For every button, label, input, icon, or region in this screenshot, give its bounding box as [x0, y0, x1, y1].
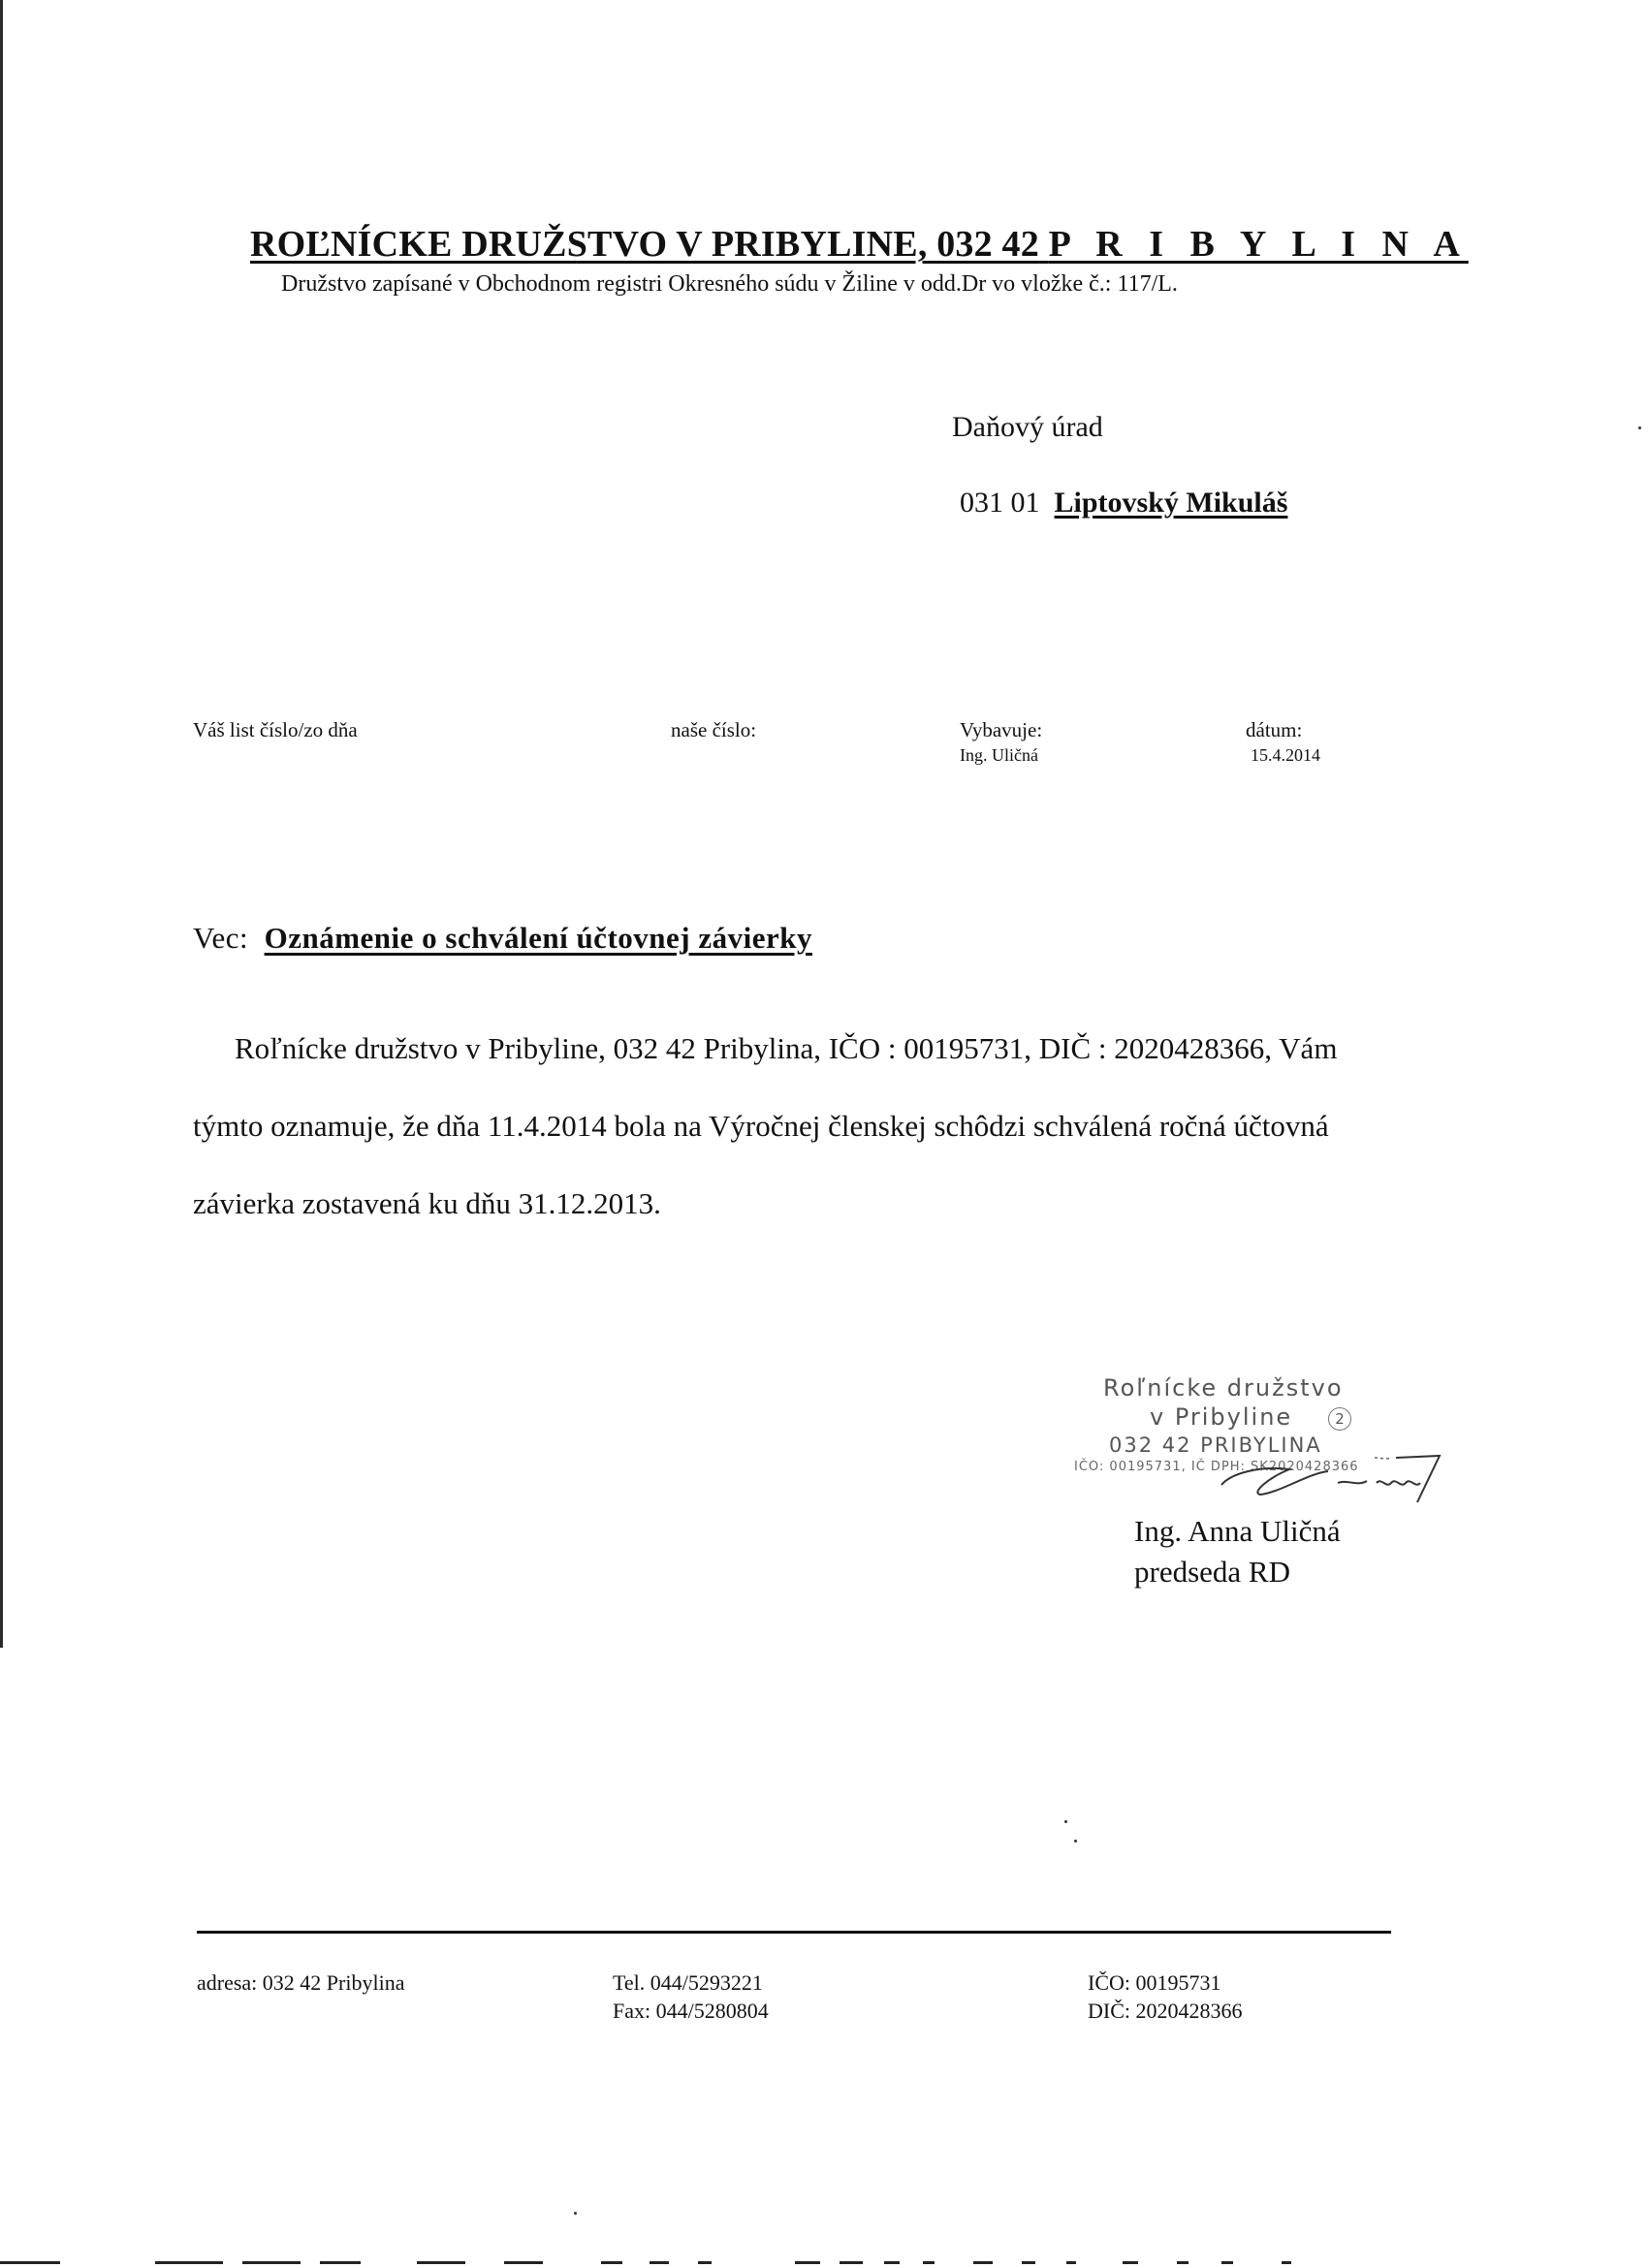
scan-dash: [923, 2261, 935, 2264]
stamp-line-3: 032 42 PRIBYLINA: [1109, 1433, 1322, 1457]
handled-by-value: Ing. Uličná: [960, 745, 1038, 765]
signature-scribble: [1202, 1444, 1454, 1512]
footer-ico: IČO: 00195731: [1088, 1970, 1221, 1995]
body-line-1: Roľnícke družstvo v Pribyline, 032 42 Pribylina, IČO : 00195731, DIČ : 2020428366, Vám: [235, 1031, 1338, 1065]
scan-dash: [155, 2261, 223, 2264]
scan-dash: [1177, 2261, 1188, 2264]
scan-dash: [1066, 2261, 1076, 2264]
scan-dash: [1282, 2261, 1291, 2264]
stamp-line-2: v Pribyline: [1150, 1403, 1293, 1431]
date-value: 15.4.2014: [1251, 745, 1320, 765]
scan-dash: [884, 2261, 900, 2264]
scan-edge: [0, 0, 3, 1648]
scan-dash: [601, 2261, 622, 2264]
recipient-postal-code: 031 01: [960, 487, 1040, 519]
signer-title: predseda RD: [1134, 1555, 1290, 1589]
org-name: ROĽNÍCKE DRUŽSTVO V PRIBYLINE, 032 42: [250, 224, 1039, 265]
scan-dash: [650, 2261, 669, 2264]
footer-divider: [197, 1931, 1391, 1934]
scan-speck: [1638, 426, 1641, 429]
scan-dash: [840, 2261, 863, 2264]
footer-address: adresa: 032 42 Pribylina: [197, 1970, 405, 1995]
scan-dash: [242, 2261, 301, 2264]
stamp-line-4: IČO: 00195731, IČ DPH: SK2020428366: [1074, 1460, 1359, 1474]
org-title: [250, 223, 1469, 266]
scan-dash: [504, 2261, 543, 2264]
subject-text: Oznámenie o schválení účtovnej závierky: [264, 921, 812, 955]
recipient-address: [960, 487, 1287, 520]
scan-dash: [0, 2261, 60, 2264]
your-letter-label: Váš list číslo/zo dňa: [193, 718, 358, 741]
scan-speck: [1074, 1840, 1077, 1843]
scan-speck: [574, 2212, 577, 2215]
scan-dash: [417, 2261, 465, 2264]
footer-tel: Tel. 044/5293221: [613, 1970, 763, 1995]
subject-line: [193, 921, 812, 956]
scan-dash: [973, 2261, 993, 2264]
scan-dash: [1123, 2261, 1138, 2264]
subject-label: Vec:: [193, 921, 249, 955]
footer-fax: Fax: 044/5280804: [613, 1999, 769, 2023]
scan-dash: [698, 2261, 712, 2264]
footer-dic: DIČ: 2020428366: [1088, 1999, 1243, 2023]
signer-name: Ing. Anna Uličná: [1134, 1514, 1341, 1548]
scan-dash: [795, 2261, 820, 2264]
recipient-office: Daňový úrad: [952, 411, 1103, 443]
body-line-2: týmto oznamuje, že dňa 11.4.2014 bola na Výročnej členskej schôdzi schválená ročná účtovná: [193, 1109, 1329, 1143]
scan-dash: [1221, 2261, 1233, 2264]
body-line-3: závierka zostavená ku dňu 31.12.2013.: [193, 1186, 661, 1220]
scan-dash: [1022, 2261, 1035, 2264]
org-city: P R I B Y L I N A: [1048, 224, 1469, 265]
date-label: dátum:: [1246, 718, 1303, 741]
stamp-line-1: Roľnícke družstvo: [1103, 1374, 1344, 1402]
scan-dash: [320, 2261, 361, 2264]
recipient-city: Liptovský Mikuláš: [1054, 487, 1288, 519]
handled-by-label: Vybavuje:: [960, 718, 1043, 741]
stamp-number: 2: [1328, 1407, 1351, 1431]
our-number-label: naše číslo:: [671, 718, 757, 741]
registry-note: Družstvo zapísané v Obchodnom registri Okresného súdu v Žiline v odd.Dr vo vložke č.: 117/L.: [281, 271, 1178, 297]
scan-speck: [1064, 1820, 1067, 1823]
